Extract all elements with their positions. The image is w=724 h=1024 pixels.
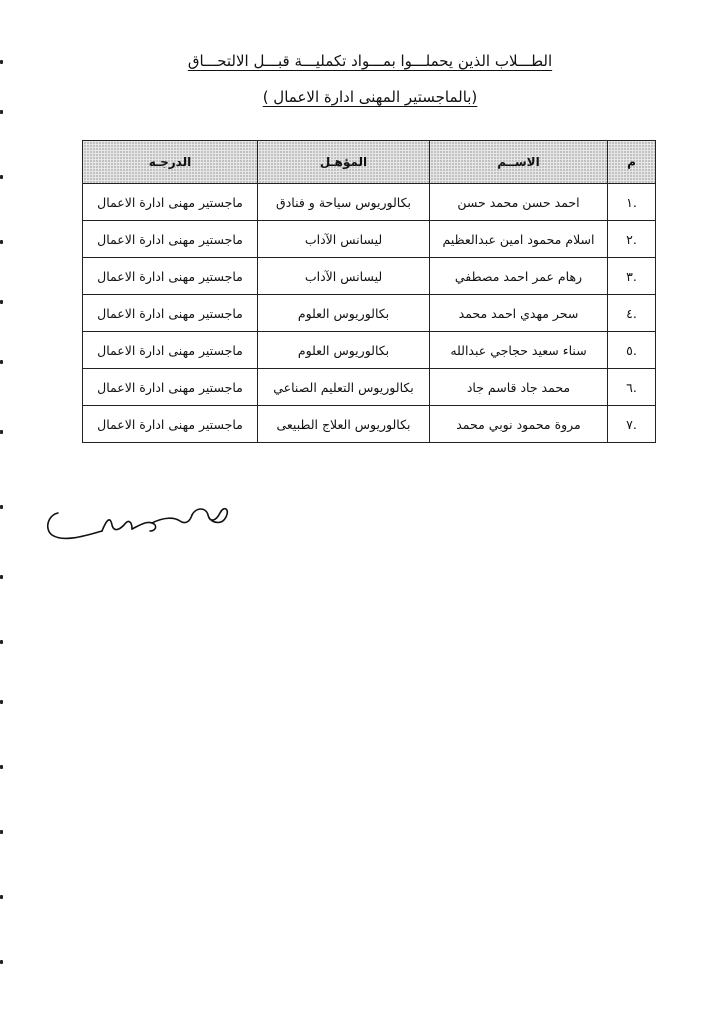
row-name: احمد حسن محمد حسن (430, 184, 608, 221)
row-qualification: بكالوريوس العلاج الطبيعى (258, 406, 430, 443)
row-degree: ماجستير مهنى ادارة الاعمال (83, 295, 258, 332)
row-num: .٧ (608, 406, 656, 443)
table-row (83, 258, 656, 295)
table-row (83, 295, 656, 332)
table-row (83, 221, 656, 258)
row-qualification: بكالوريوس العلوم (258, 295, 430, 332)
row-degree: ماجستير مهنى ادارة الاعمال (83, 332, 258, 369)
table-row (83, 406, 656, 443)
table-row (83, 184, 656, 221)
row-name: سناء سعيد حجاجي عبدالله (430, 332, 608, 369)
row-degree: ماجستير مهنى ادارة الاعمال (83, 406, 258, 443)
header-num: م (608, 141, 656, 184)
row-qualification: بكالوريوس التعليم الصناعي (258, 369, 430, 406)
row-qualification: ليسانس الآداب (258, 258, 430, 295)
row-name: سحر مهدي احمد محمد (430, 295, 608, 332)
row-qualification: بكالوريوس سياحة و فنادق (258, 184, 430, 221)
header-qualification: المؤهـل (258, 141, 430, 184)
row-num: .٢ (608, 221, 656, 258)
row-name: رهام عمر احمد مصطفي (430, 258, 608, 295)
header-name: الاســم (430, 141, 608, 184)
row-name: اسلام محمود امين عبدالعظيم (430, 221, 608, 258)
row-num: .٣ (608, 258, 656, 295)
row-num: .٤ (608, 295, 656, 332)
row-qualification: ليسانس الآداب (258, 221, 430, 258)
row-num: .١ (608, 184, 656, 221)
row-degree: ماجستير مهنى ادارة الاعمال (83, 184, 258, 221)
row-degree: ماجستير مهنى ادارة الاعمال (83, 221, 258, 258)
row-degree: ماجستير مهنى ادارة الاعمال (83, 369, 258, 406)
scan-edge-marks (0, 0, 6, 1024)
document-subtitle: (بالماجستير المهنى ادارة الاعمال ) (262, 88, 478, 106)
handwritten-signature (40, 495, 240, 555)
row-name: محمد جاد قاسم جاد (430, 369, 608, 406)
table-row (83, 369, 656, 406)
table-row (83, 332, 656, 369)
table-header-row (83, 141, 656, 184)
header-degree: الدرجـه (83, 141, 258, 184)
row-num: .٦ (608, 369, 656, 406)
document-title: الطـــلاب الذين يحملـــوا بمـــواد تكمليـــة قبـــل الالتحـــاق (187, 52, 553, 70)
row-degree: ماجستير مهنى ادارة الاعمال (83, 258, 258, 295)
students-table (82, 140, 656, 443)
row-num: .٥ (608, 332, 656, 369)
row-qualification: بكالوريوس العلوم (258, 332, 430, 369)
row-name: مروة محمود نوبي محمد (430, 406, 608, 443)
